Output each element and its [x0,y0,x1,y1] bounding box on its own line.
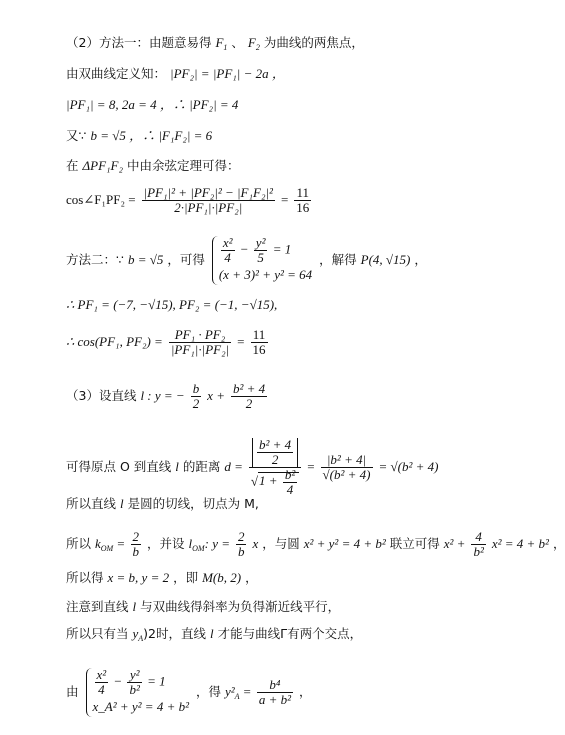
comma: ， [414,252,427,267]
text-two-points: 才能与曲线Γ有两个交点， [217,626,363,641]
fraction-distance-2: $\frac{\text{|b² + 4|}}{\text{√(b² + 4)}}$ [322,452,371,482]
focus-f1: $F_1$ [215,35,228,52]
line-point-M: 所以得 x = b, y = 2 ，即 M(b, 2) ， [66,570,258,585]
text-with-circle: ，与圆 [262,536,300,551]
equation-system: $\frac{\text{x²}}{4}$ − $\frac{\text{y²}}{5}$ = 1 (x + 3)² + y² = 64 [212,236,312,285]
text-so: 所以 [66,536,92,551]
text-only-when: 所以只有当 [66,626,129,641]
fraction-cos: $\frac{\text{|PF₁|² + |PF₂|² − |F₁F₂|²}}{\text{2·|PF₁|·|PF₂|}}$ [143,185,273,215]
equation-system-2: $\frac{\text{x²}}{4}$ − $\frac{\text{y²}}{\text{b²}}$ = 1 x_A² + y² = 4 + b² [86,668,190,717]
text-distance-of: 的距离 [182,459,221,474]
equals: = [237,334,245,349]
math-l: l [132,599,137,614]
text-note: 注意到直线 [66,599,129,614]
fraction-vector: $\frac{\text{PF₁ · PF₂}}{\text{|PF₁|·|PF₂|}}$ [170,327,230,357]
math-b: b = √5 [127,252,164,267]
math-kom: $k_{OM}$ [95,536,114,553]
separator: 、 [231,35,244,50]
line-method-two [66,236,427,285]
fraction-slope: $\frac{b}{2}$ [192,381,200,411]
math-triangle: ΔPF₁F₂ [82,158,123,173]
math-lom: $l_{OM}$: y = [188,536,230,553]
text-in: 在 [66,158,79,173]
text-namely: ，即 [173,570,199,585]
text-combine: 联立可得 [389,536,440,551]
equals: = [307,459,315,474]
line-lengths [66,96,238,114]
line-set-line [66,382,269,411]
math-vector-cos-left: ∴ cos(PF₁, PF₂) = [66,334,163,349]
fraction-intercept: $\frac{\text{b² + 4}}{2}$ [232,381,266,411]
text-cosine: 中由余弦定理可得： [126,158,240,173]
fraction-lom: $\frac{2}{b}$ [237,529,245,559]
text-method-two: 方法二：∵ [66,252,124,267]
fraction-result-2: $\frac{11}{16}$ [252,327,266,357]
focus-f2: $F_2$ [247,35,260,52]
line-tangent [66,495,259,513]
math-x: x + [207,388,225,403]
text-and-set: ，并设 [147,536,185,551]
text-tangent: 是圆的切线，切点为 M, [127,496,259,511]
line-intersections [66,625,362,648]
math-yA2: $y^2_A$ [224,684,240,701]
equals: = [280,192,289,207]
math-yA: $y_A$ [132,626,144,643]
fraction-distance: $\frac{\text{b² + 4}}{2}$ √1 + $\frac{\text{b²}}{4}$ [249,438,301,497]
text-solve: ，解得 [319,252,357,267]
text-foci: 为曲线的两焦点， [263,35,364,50]
math-l: l [210,626,214,641]
text-parallel: 与双曲线得斜率为负得渐近线平行， [140,599,341,614]
line-vectors [66,296,277,314]
fraction-combine: $\frac{4}{\text{b²}}$ [473,529,484,559]
text-method-one: （2）方法一：由题意易得 [66,35,212,50]
text-also: 又∵ [66,128,87,143]
text-so-get: 所以得 [66,570,104,585]
math-definition: |PF₂| = |PF₁| − 2a ， [170,66,285,81]
math-distance-result: = √(b² + 4) [378,459,439,474]
math-circle: x² + y² = 4 + b² [303,536,386,551]
point-M: M(b, 2) [202,570,242,585]
text-when-line: )2时，直线 [143,626,207,641]
text-get: ，得 [195,684,221,699]
math-l: l [175,459,179,474]
line-parallel [66,598,340,616]
line-final: 由 $\frac{\text{x²}}{4}$ − $\frac{\text{y²}}{\text{b²}}$ = 1 x_A² + y² = 4 + b² ，得 $y^2_A$ = $\frac{\text{b⁴}}{\text{a + b²}}$ ， [66,668,312,717]
math-d: d = [224,459,243,474]
line-cosine-rule [66,157,240,175]
text-obtain: ，可得 [167,252,205,267]
fraction-result: $\frac{11}{16}$ [296,185,310,215]
line-cos-formula [66,186,313,215]
text-distance: 可得原点 O 到直线 [66,459,172,474]
text-so-line: 所以直线 [66,496,117,511]
line-kom: 所以 $k_{OM}$ = $\frac{2}{b}$ ，并设 $l_{OM}$: y = $\frac{2}{b}$ x ，与圆 x² + y² = 4 + b² 联立可得 x² + $\frac{4}{\text{b²}}$ x² = 4 + b² ， [66,529,565,559]
line-focal-distance [66,127,212,145]
line-definition [66,65,285,83]
line-method-one [66,34,364,57]
text-definition: 由双曲线定义知： [66,66,167,81]
math-focal: b = √5 ，∴ |F₁F₂| = 6 [90,128,213,143]
math-cos-left: cos∠F₁PF₂ = [66,192,136,207]
text-set-line: （3）设直线 [66,388,137,403]
text-from: 由 [66,684,79,699]
math-xy: x = b, y = 2 [107,570,170,585]
math-lengths: |PF₁| = 8, 2a = 4 ，∴ |PF₂| = 4 [66,97,239,112]
math-vectors: ∴ PF₁ = (−7, −√15), PF₂ = (−1, −√15), [66,297,278,312]
math-line-lhs: l : y = − [140,388,185,403]
fraction-kom: $\frac{2}{b}$ [132,529,140,559]
line-vector-cos [66,328,270,357]
point-P: P(4, √15) [360,252,411,267]
fraction-yA: $\frac{\text{b⁴}}{\text{a + b²}}$ [258,677,292,707]
math-l: l [120,496,124,511]
line-distance [66,438,439,497]
